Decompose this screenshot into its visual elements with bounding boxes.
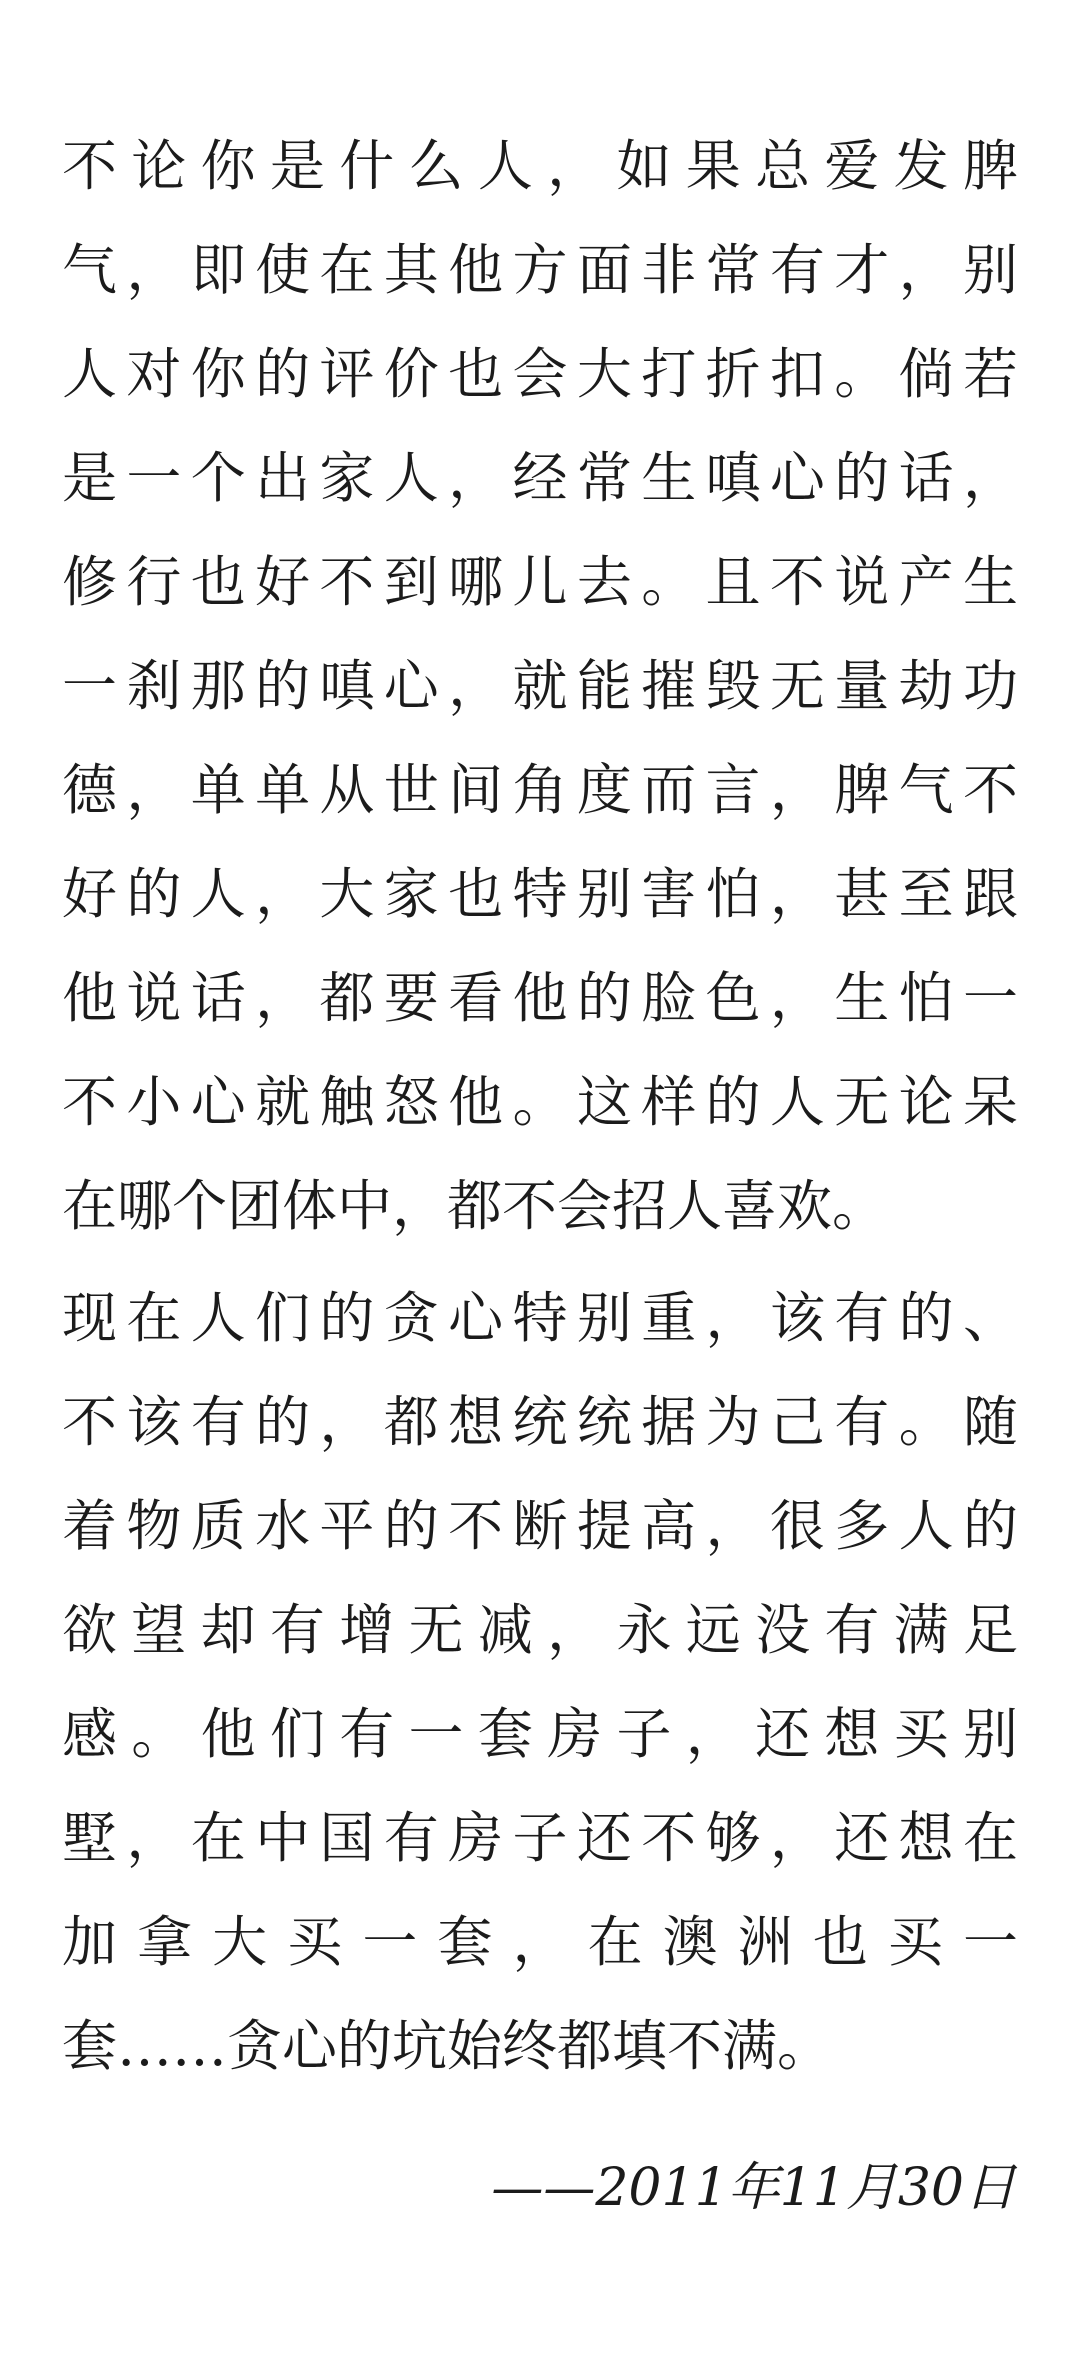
paragraph-anger <box>62 114 1018 1258</box>
text-line: 人对你的评价也会大打折扣。倘若 <box>62 342 1018 406</box>
text-line: 是一个出家人，经常生嗔心的话， <box>62 446 1018 510</box>
text-line: 他说话，都要看他的脸色，生怕一 <box>62 966 1018 1030</box>
text-line: 墅，在中国有房子还不够，还想在 <box>62 1806 1018 1870</box>
text-line: 一刹那的嗔心，就能摧毁无量劫功 <box>62 654 1018 718</box>
text-line: 感。他们有一套房子，还想买别 <box>62 1702 1018 1766</box>
text-line: 不该有的，都想统统据为己有。随 <box>62 1390 1018 1454</box>
text-line: 加拿大买一套，在澳洲也买一 <box>62 1910 1018 1974</box>
text-line: 德，单单从世间角度而言，脾气不 <box>62 758 1018 822</box>
text-line: 欲望却有增无减，永远没有满足 <box>62 1598 1018 1662</box>
text-line: 好的人，大家也特别害怕，甚至跟 <box>62 862 1018 926</box>
text-line: 在哪个团体中，都不会招人喜欢。 <box>62 1174 888 1238</box>
paragraph-greed <box>62 1266 1018 2098</box>
article-body <box>62 114 1018 2098</box>
text-line: 修行也好不到哪儿去。且不说产生 <box>62 550 1018 614</box>
text-line: 气，即使在其他方面非常有才，别 <box>62 238 1018 302</box>
text-line: 不论你是什么人，如果总爱发脾 <box>62 134 1018 198</box>
date-signature: ——2011年11月30日 <box>491 2158 1016 2218</box>
text-line: 现在人们的贪心特别重，该有的、 <box>62 1286 1018 1350</box>
text-line: 着物质水平的不断提高，很多人的 <box>62 1494 1018 1558</box>
text-line: 不小心就触怒他。这样的人无论呆 <box>62 1070 1018 1134</box>
text-line: 套……贪心的坑始终都填不满。 <box>62 2014 833 2078</box>
